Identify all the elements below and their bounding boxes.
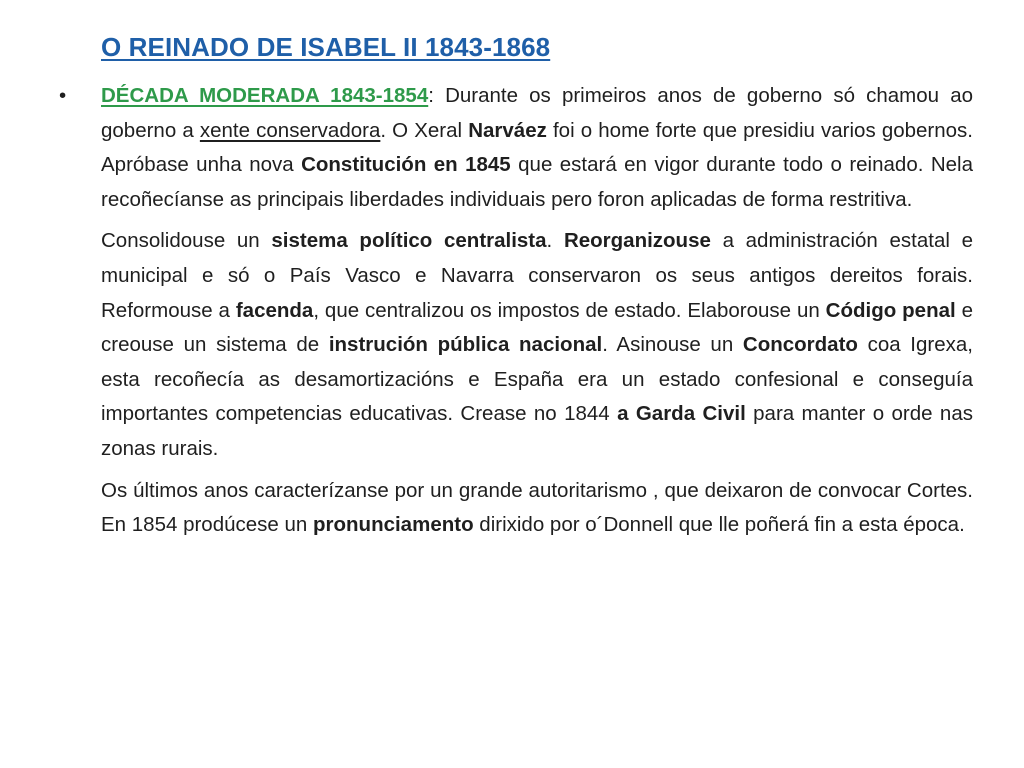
- bold-text: facenda: [235, 298, 314, 322]
- text-run: coa Igrexa, esta recoñecía as desamortizacións e España era un estado confesional e conseguía importantes competencias educativas. Crease no 1844: [101, 333, 973, 426]
- text-run: : Durante os primeiros anos de goberno só chamou ao goberno a: [101, 84, 973, 142]
- text-run: .: [546, 229, 564, 253]
- bold-text: instrución pública nacional: [328, 333, 603, 357]
- bold-text: Reorganizouse: [563, 229, 711, 253]
- text-run: Os últimos anos caracterízanse por un grande autoritarismo , que deixaron de convocar Cortes. En 1854 prodúcese un: [101, 478, 973, 537]
- text-run: e creouse un sistema de: [101, 298, 973, 357]
- text-run: que estará en vigor durante todo o reinado. Nela recoñecíanse as principais liberdades individuais pero foron aplicadas de forma restritiva.: [101, 153, 973, 211]
- paragraph-last-years: [101, 474, 973, 543]
- text-run: para manter o orde nas zonas rurais.: [101, 402, 973, 460]
- text-run: Consolidouse un: [101, 229, 272, 253]
- bold-text: pronunciamento: [313, 513, 474, 537]
- text-run: , que centralizou os impostos de estado. Elaborouse un: [313, 298, 826, 322]
- bold-text: Código penal: [825, 298, 956, 322]
- bold-text: Concordato: [742, 333, 858, 357]
- text-run: foi o home forte que presidiu varios gobernos. Apróbase unha nova: [101, 118, 973, 177]
- bold-text: sistema político centralista: [271, 229, 547, 253]
- paragraph-decada-moderada: [101, 79, 973, 217]
- text-run: a administración estatal e municipal e só o País Vasco e Navarra conservaron os seus antigos dereitos forais. Reformouse a: [101, 229, 973, 322]
- underlined-text: xente conservadora: [199, 118, 381, 142]
- bold-text: Constitución en 1845: [301, 153, 511, 177]
- section-heading-link: DÉCADA MODERADA 1843-1854: [101, 84, 429, 107]
- text-run: dirixido por o´Donnell que lle poñerá fin a esta época.: [473, 513, 965, 537]
- slide-body: [101, 79, 973, 550]
- bold-text: Narváez: [468, 118, 547, 142]
- bold-text: a Garda Civil: [617, 402, 746, 426]
- bullet-icon: •: [59, 84, 67, 107]
- slide-title: O REINADO DE ISABEL II 1843-1868: [101, 32, 551, 62]
- paragraph-consolidation: [101, 224, 973, 466]
- text-run: . O Xeral: [380, 118, 469, 142]
- text-run: . Asinouse un: [602, 333, 743, 357]
